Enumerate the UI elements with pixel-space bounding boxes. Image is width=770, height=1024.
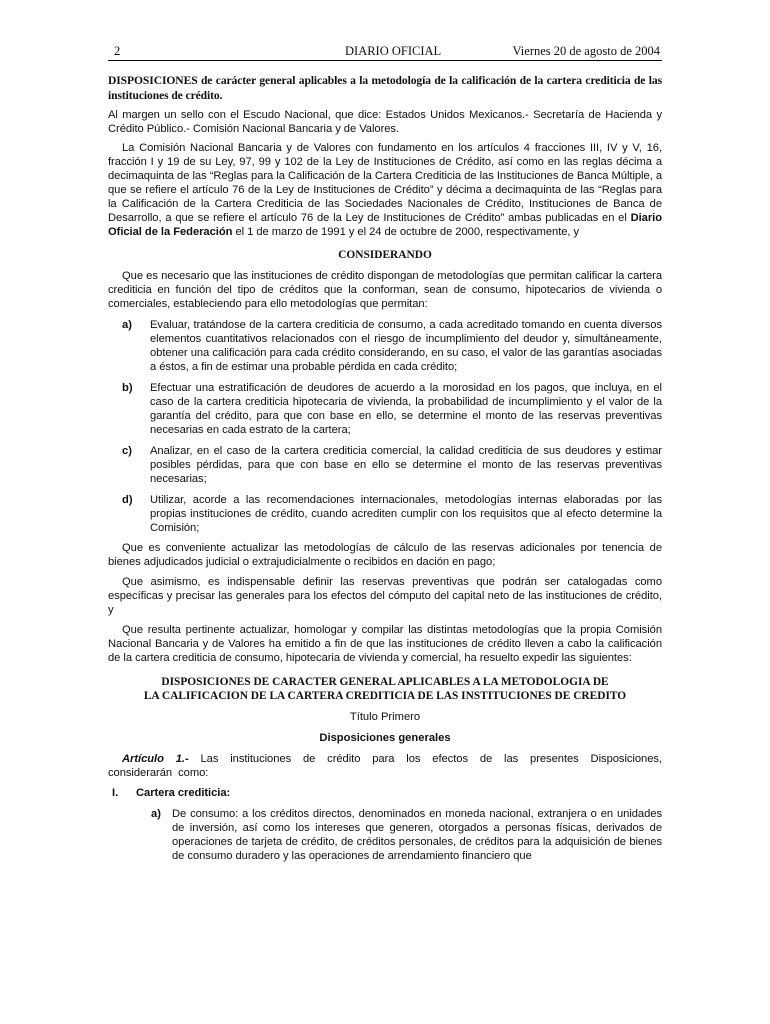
paragraph-reservas-preventivas: Que asimismo, es indispensable definir las reservas preventivas que podrán ser catalogadas como específicas y precisar las generales para los efectos del cómputo del capital neto de las instituciones de crédito, y: [108, 576, 662, 616]
item-text: De consumo: a los créditos directos, denominados en moneda nacional, extranjera o en unidades de inversión, así como los intereses que generen, otorgados a personas físicas, derivados de operaciones de tarjeta de crédito, de créditos personales, de créditos para la adquisición de bienes de consumo duradero y las operaciones de arrendamiento financiero que: [172, 808, 662, 862]
intro-text-before: La Comisión Nacional Bancaria y de Valores con fundamento en los artículos 4 fracciones III, IV y V, 16, fracción I y 19 de su Ley, 97, 99 y 102 de la Ley de Instituciones de Crédito, así como en las reglas décima a decimaquinta de las “Reglas para la Calificación de la Cartera Crediticia de las Instituciones de Banca Múltiple, a que se refiere el artículo 76 de la Ley de Instituciones de Crédito” y décima a decimaquinta de las “Reglas para la Calificación de la Cartera Crediticia de las Sociedades Nacionales de Crédito, Instituciones de Banca de Desarrollo, a que se refiere el artículo 76 de la Ley de Instituciones de Crédito” ambas publicadas en el: [108, 142, 662, 224]
paragraph-reservas-adicionales: Que es conveniente actualizar las metodologías de cálculo de las reservas adicionales por tenencia de bienes adjudicados judicial o extrajudicialmente o recibidos en dación en pago;: [108, 542, 662, 568]
considerando-item-a: [108, 318, 662, 374]
item-label: c): [122, 445, 132, 457]
publication-name: DIARIO OFICIAL: [345, 44, 442, 58]
document-page: [108, 40, 662, 863]
item-label: a): [122, 319, 132, 331]
section-I: [108, 786, 662, 800]
section-I-heading: Cartera crediticia:: [136, 787, 231, 799]
intro-bold-publication: Diario Oficial de la Federación: [108, 212, 662, 238]
item-text: Evaluar, tratándose de la cartera crediticia de consumo, a cada acreditado tomando en cuenta diversos elementos cuantitativos relacionados con el riesgo de incumplimiento del deudor y, simultáneamente, obtener una calificación para cada crédito considerando, en su caso, el valor de las garantías asociadas a éstos, a fin de estimar una probable pérdida en cada crédito;: [150, 319, 662, 373]
item-label: d): [122, 494, 133, 506]
section-I-label: I.: [112, 787, 119, 799]
page-header: [108, 40, 662, 58]
publication-date: Viernes 20 de agosto de 2004: [512, 44, 660, 58]
margin-note-paragraph: Al margen un sello con el Escudo Nacional, que dice: Estados Unidos Mexicanos.- Secretaría de Hacienda y Crédito Público.- Comisión Nacional Bancaria y de Valores.: [108, 109, 662, 135]
item-label: b): [122, 382, 133, 394]
article-1: [108, 752, 662, 780]
header-rule: [108, 60, 662, 61]
item-text: Efectuar una estratificación de deudores de acuerdo a la morosidad en los pagos, que incluya, en el caso de la cartera crediticia hipotecaria de vivienda, la probabilidad de incumplimiento y el valor de la garantía del crédito, para que con base en ello, se determine el monto de las reservas preventivas necesarias en cada estrato de la cartera;: [150, 382, 662, 436]
section-I-item-a: [108, 807, 662, 863]
intro-text-after: el 1 de marzo de 1991 y el 24 de octubre de 2000, respectivamente, y: [232, 226, 580, 238]
titulo-subtitle: Disposiciones generales: [319, 732, 451, 744]
main-heading-line-1: DISPOSICIONES DE CARACTER GENERAL APLICABLES A LA METODOLOGIA DE: [161, 676, 609, 688]
titulo-heading: Título Primero: [349, 711, 421, 723]
paragraph-resuelve: Que resulta pertinente actualizar, homologar y compilar las distintas metodologías que la propia Comisión Nacional Bancaria y de Valores ha emitido a fin de que las instituciones de crédito lleven a cabo la calificación de la cartera crediticia de consumo, hipotecaria de vivienda y comercial, ha resuelto expedir las siguientes:: [108, 624, 662, 664]
intro-paragraph: [108, 141, 662, 239]
item-text: Analizar, en el caso de la cartera crediticia comercial, la calidad crediticia de sus deudores y estimar posibles pérdidas, para que con base en ello se determine el monto de las reservas preventivas necesarias;: [150, 445, 662, 485]
page-number: 2: [114, 44, 121, 58]
item-text: Utilizar, acorde a las recomendaciones internacionales, metodologías internas elaboradas por las propias instituciones de crédito, cuando acrediten cumplir con los requisitos que al efecto determine la Comisión;: [150, 494, 662, 534]
considerando-item-c: [108, 444, 662, 486]
considerando-item-b: [108, 381, 662, 437]
considerando-heading: CONSIDERANDO: [338, 249, 432, 261]
article-1-text: Las instituciones de crédito para los efectos de las presentes Disposiciones, considerarán como:: [108, 753, 662, 779]
considerando-intro: Que es necesario que las instituciones de crédito dispongan de metodologías que permitan calificar la cartera crediticia en función del tipo de créditos que la conforman, sean de consumo, hipotecarios de vivienda o comerciales, estableciendo para ello metodologías que permitan:: [108, 270, 662, 310]
item-label: a): [151, 808, 161, 820]
considerando-item-d: [108, 493, 662, 535]
document-title: DISPOSICIONES de carácter general aplicables a la metodología de la calificación de la cartera crediticia de las instituciones de crédito.: [108, 74, 662, 102]
article-1-lead: Artículo 1.-: [122, 753, 189, 765]
main-heading-line-2: LA CALIFICACION DE LA CARTERA CREDITICIA DE LAS INSTITUCIONES DE CREDITO: [143, 690, 627, 702]
